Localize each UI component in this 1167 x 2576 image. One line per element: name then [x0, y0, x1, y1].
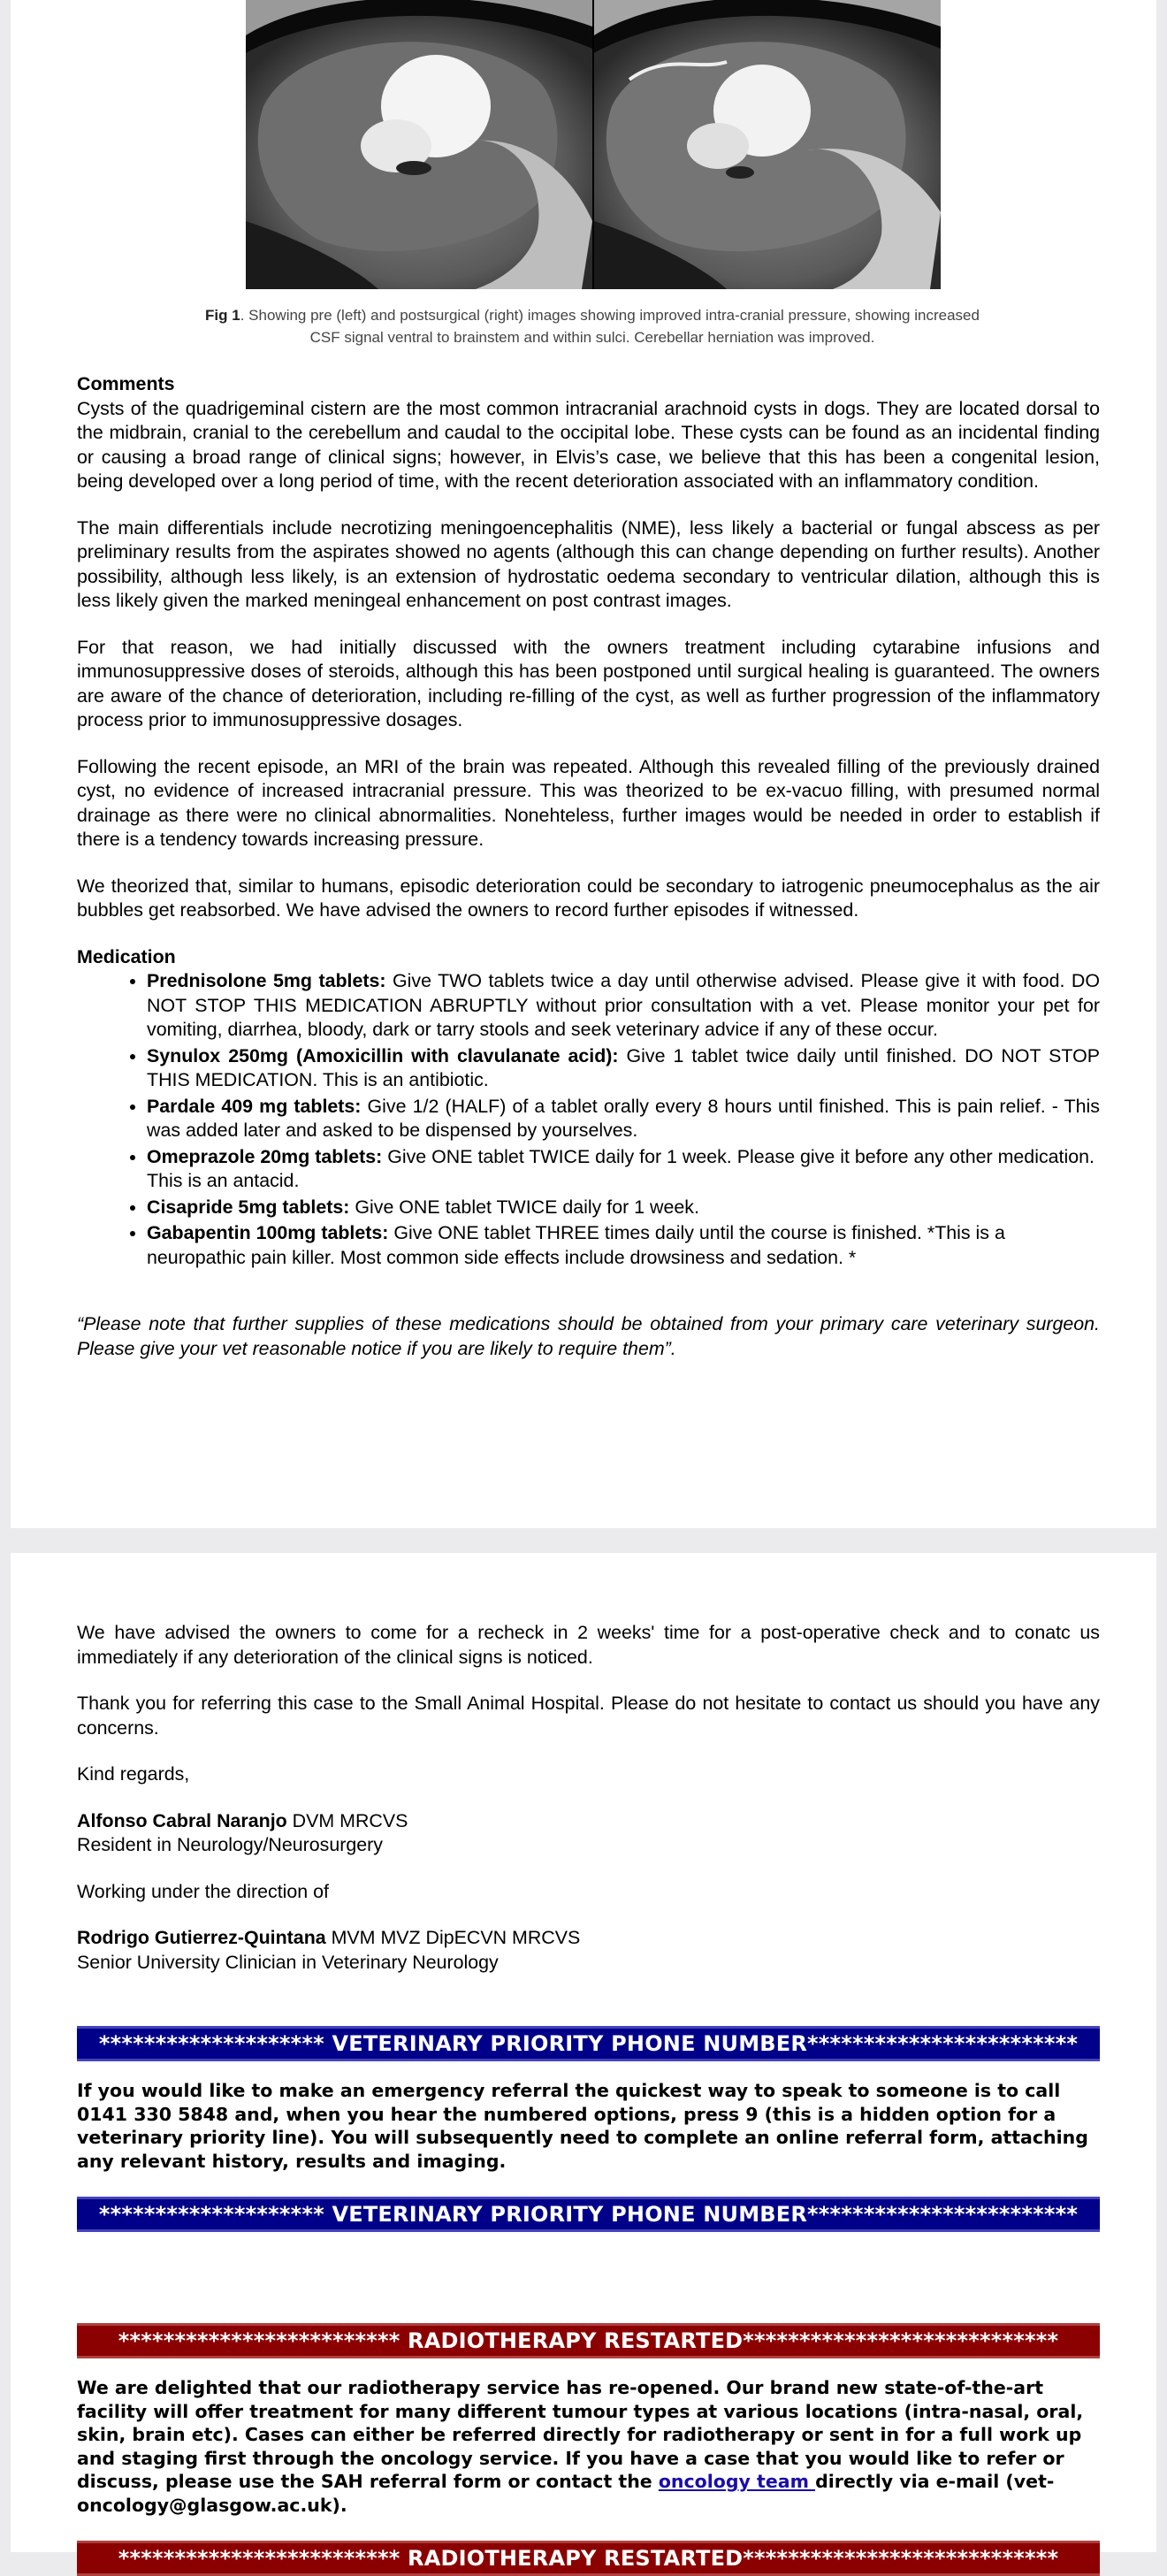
- comments-heading: Comments: [77, 373, 175, 394]
- medication-item: [147, 969, 1100, 1043]
- comments-paragraph: We theorized that, similar to humans, episodic deterioration could be secondary to iatrogenic pneumocephalus as the air bubbles get reabsorbed. We have advised the owners to record further episodes if witnessed.: [77, 875, 1100, 921]
- signer-1: [77, 1809, 1100, 1834]
- medication-instructions: Give 1/2 (HALF) of a tablet orally every 8 hours until finished. This is pain relief. - This was added later and asked to be dispensed by yourselves.: [147, 1095, 1100, 1141]
- signer-1-qualifications: DVM MRCVS: [286, 1809, 408, 1831]
- comments-section: [77, 372, 1100, 1361]
- mri-post-surgical-scan: [594, 0, 941, 289]
- medication-heading: Medication: [77, 945, 176, 967]
- medication-supply-note: “Please note that further supplies of these medications should be obtained from your primary care veterinary surgeon. Please give your vet reasonable notice if you are likely to require them”.: [77, 1313, 1100, 1359]
- mri-figure-image: [246, 0, 941, 289]
- priority-phone-paragraph: If you would like to make an emergency referral the quickest way to speak to someone is to call 0141 330 5848 and, when you hear the numbered options, press 9 (this is a hidden option for a veterinary priority line). You will subsequently need to complete an online referral form, attaching any relevant history, results and imaging.: [77, 2080, 1088, 2172]
- radiotherapy-section: [77, 2323, 1100, 2576]
- closing-section: [77, 1621, 1100, 1975]
- medication-name: Cisapride 5mg tablets:: [147, 1196, 350, 1218]
- priority-phone-banner: ******************** VETERINARY PRIORITY PHONE NUMBER************************: [77, 2026, 1100, 2061]
- priority-phone-section: [77, 2026, 1100, 2232]
- figure-caption-text: . Showing pre (left) and postsurgical (right) images showing improved intra-cranial pressure, showing increased CSF signal ventral to brainstem and within sulci. Cerebellar herniation was improved.: [240, 307, 980, 346]
- medication-item: [147, 1196, 1100, 1220]
- mri-scan-illustration: [246, 0, 941, 289]
- medication-instructions: Give ONE tablet TWICE daily for 1 week. Please give it before any other medication. This is an antacid.: [147, 1145, 1095, 1191]
- medication-list: [77, 969, 1100, 1270]
- document-page-1: [11, 0, 1156, 1528]
- priority-phone-banner: ******************** VETERINARY PRIORITY PHONE NUMBER************************: [77, 2197, 1100, 2232]
- signer-2-qualifications: MVM MVZ DipECVN MRCVS: [325, 1927, 581, 1948]
- figure-caption: [205, 304, 980, 348]
- direction-text: Working under the direction of: [77, 1880, 329, 1902]
- regards-text: Kind regards,: [77, 1763, 190, 1785]
- radiotherapy-text: We are delighted that our radiotherapy service has re-opened. Our brand new state-of-the-art facility will offer treatment for many different tumour types at various locations (intra-nasal, oral, skin, brain etc). Cases can either be referred directly for radiotherapy or sent in for a full work up and staging first through the oncology service. If you have a case that you would like to refer or discuss, please use the SAH referral form or contact the: [77, 2377, 1084, 2492]
- thanks-paragraph: Thank you for referring this case to the Small Animal Hospital. Please do not hesitate to contact us should you have any concerns.: [77, 1693, 1100, 1739]
- radiotherapy-banner: ************************* RADIOTHERAPY RESTARTED****************************: [77, 2541, 1100, 2576]
- medication-name: Prednisolone 5mg tablets:: [147, 970, 386, 991]
- signer-2-role: Senior University Clinician in Veterinary Neurology: [77, 1951, 499, 1973]
- medication-instructions: Give 1 tablet twice daily until finished. DO NOT STOP THIS MEDICATION. This is an antibiotic.: [147, 1044, 1100, 1090]
- signer-1-name: Alfonso Cabral Naranjo: [77, 1809, 287, 1831]
- document-page-2: [11, 1553, 1156, 2571]
- recheck-paragraph: We have advised the owners to come for a recheck in 2 weeks' time for a post-operative check and to conatc us immediately if any deterioration of the clinical signs is noticed.: [77, 1622, 1100, 1668]
- medication-name: Omeprazole 20mg tablets:: [147, 1145, 383, 1167]
- radiotherapy-text-end: directly via e-mail (vet-oncology@glasgow.ac.uk).: [77, 2471, 1055, 2516]
- mri-pre-surgical-scan: [246, 0, 592, 289]
- medication-name: Gabapentin 100mg tablets:: [147, 1222, 389, 1243]
- medication-instructions: Give ONE tablet TWICE daily for 1 week.: [349, 1196, 699, 1218]
- signer-2: [77, 1926, 1100, 1951]
- medication-item: [147, 1044, 1100, 1093]
- medication-instructions: Give ONE tablet THREE times daily until the course is finished. *This is a neuropathic pain killer. Most common side effects include drowsiness and sedation. *: [147, 1222, 1005, 1268]
- oncology-team-link[interactable]: oncology team: [658, 2471, 816, 2492]
- comments-paragraph: Following the recent episode, an MRI of the brain was repeated. Although this revealed filling of the previously drained cyst, no evidence of increased intracranial pressure. This was theorized to be ex-vacuo filling, with presumed normal drainage as there were no clinical abnormalities. Nonehteless, further images would be needed in order to establish if there is a tendency towards increasing pressure.: [77, 755, 1100, 850]
- signer-2-name: Rodrigo Gutierrez-Quintana: [77, 1927, 326, 1948]
- radiotherapy-paragraph: [77, 2376, 1100, 2517]
- medication-item: [147, 1095, 1100, 1143]
- medication-instructions: Give TWO tablets twice a day until otherwise advised. Please give it with food. DO NOT STOP THIS MEDICATION ABRUPTLY without prior consultation with a vet. Please monitor your pet for vomiting, diarrhea, bloody, dark or tarry stools and seek veterinary advice if any of these occur.: [147, 970, 1100, 1040]
- comments-paragraph: Cysts of the quadrigeminal cistern are the most common intracranial arachnoid cysts in dogs. They are located dorsal to the midbrain, cranial to the cerebellum and caudal to the occipital lobe. These cysts can be found as an incidental finding or causing a broad range of clinical signs; however, in Elvis’s case, we believe that this has been a congenital lesion, being developed over a long period of time, with the recent deterioration associated with an inflammatory condition.: [77, 397, 1100, 492]
- comments-paragraph: For that reason, we had initially discussed with the owners treatment including cytarabine infusions and immunosuppressive doses of steroids, although this has been postponed until surgical healing is guaranteed. The owners are aware of the chance of deterioration, including re-filling of the cyst, as well as further progression of the inflammatory process prior to immunosuppressive dosages.: [77, 636, 1100, 730]
- medication-name: Pardale 409 mg tablets:: [147, 1095, 362, 1117]
- signer-1-role: Resident in Neurology/Neurosurgery: [77, 1834, 383, 1855]
- figure-caption-label: Fig 1: [205, 307, 240, 324]
- radiotherapy-banner: ************************* RADIOTHERAPY RESTARTED****************************: [77, 2323, 1100, 2358]
- comments-paragraph: The main differentials include necrotizing meningoencephalitis (NME), less likely a bacterial or fungal abscess as per preliminary results from the aspirates showed no agents (although this can change depending on further results). Another possibility, although less likely, is an extension of hydrostatic oedema secondary to ventricular dilation, although this is less likely given the marked meningeal enhancement on post contrast images.: [77, 516, 1100, 611]
- medication-item: [147, 1145, 1100, 1194]
- medication-name: Synulox 250mg (Amoxicillin with clavulanate acid):: [147, 1044, 619, 1066]
- medication-item: [147, 1221, 1100, 1270]
